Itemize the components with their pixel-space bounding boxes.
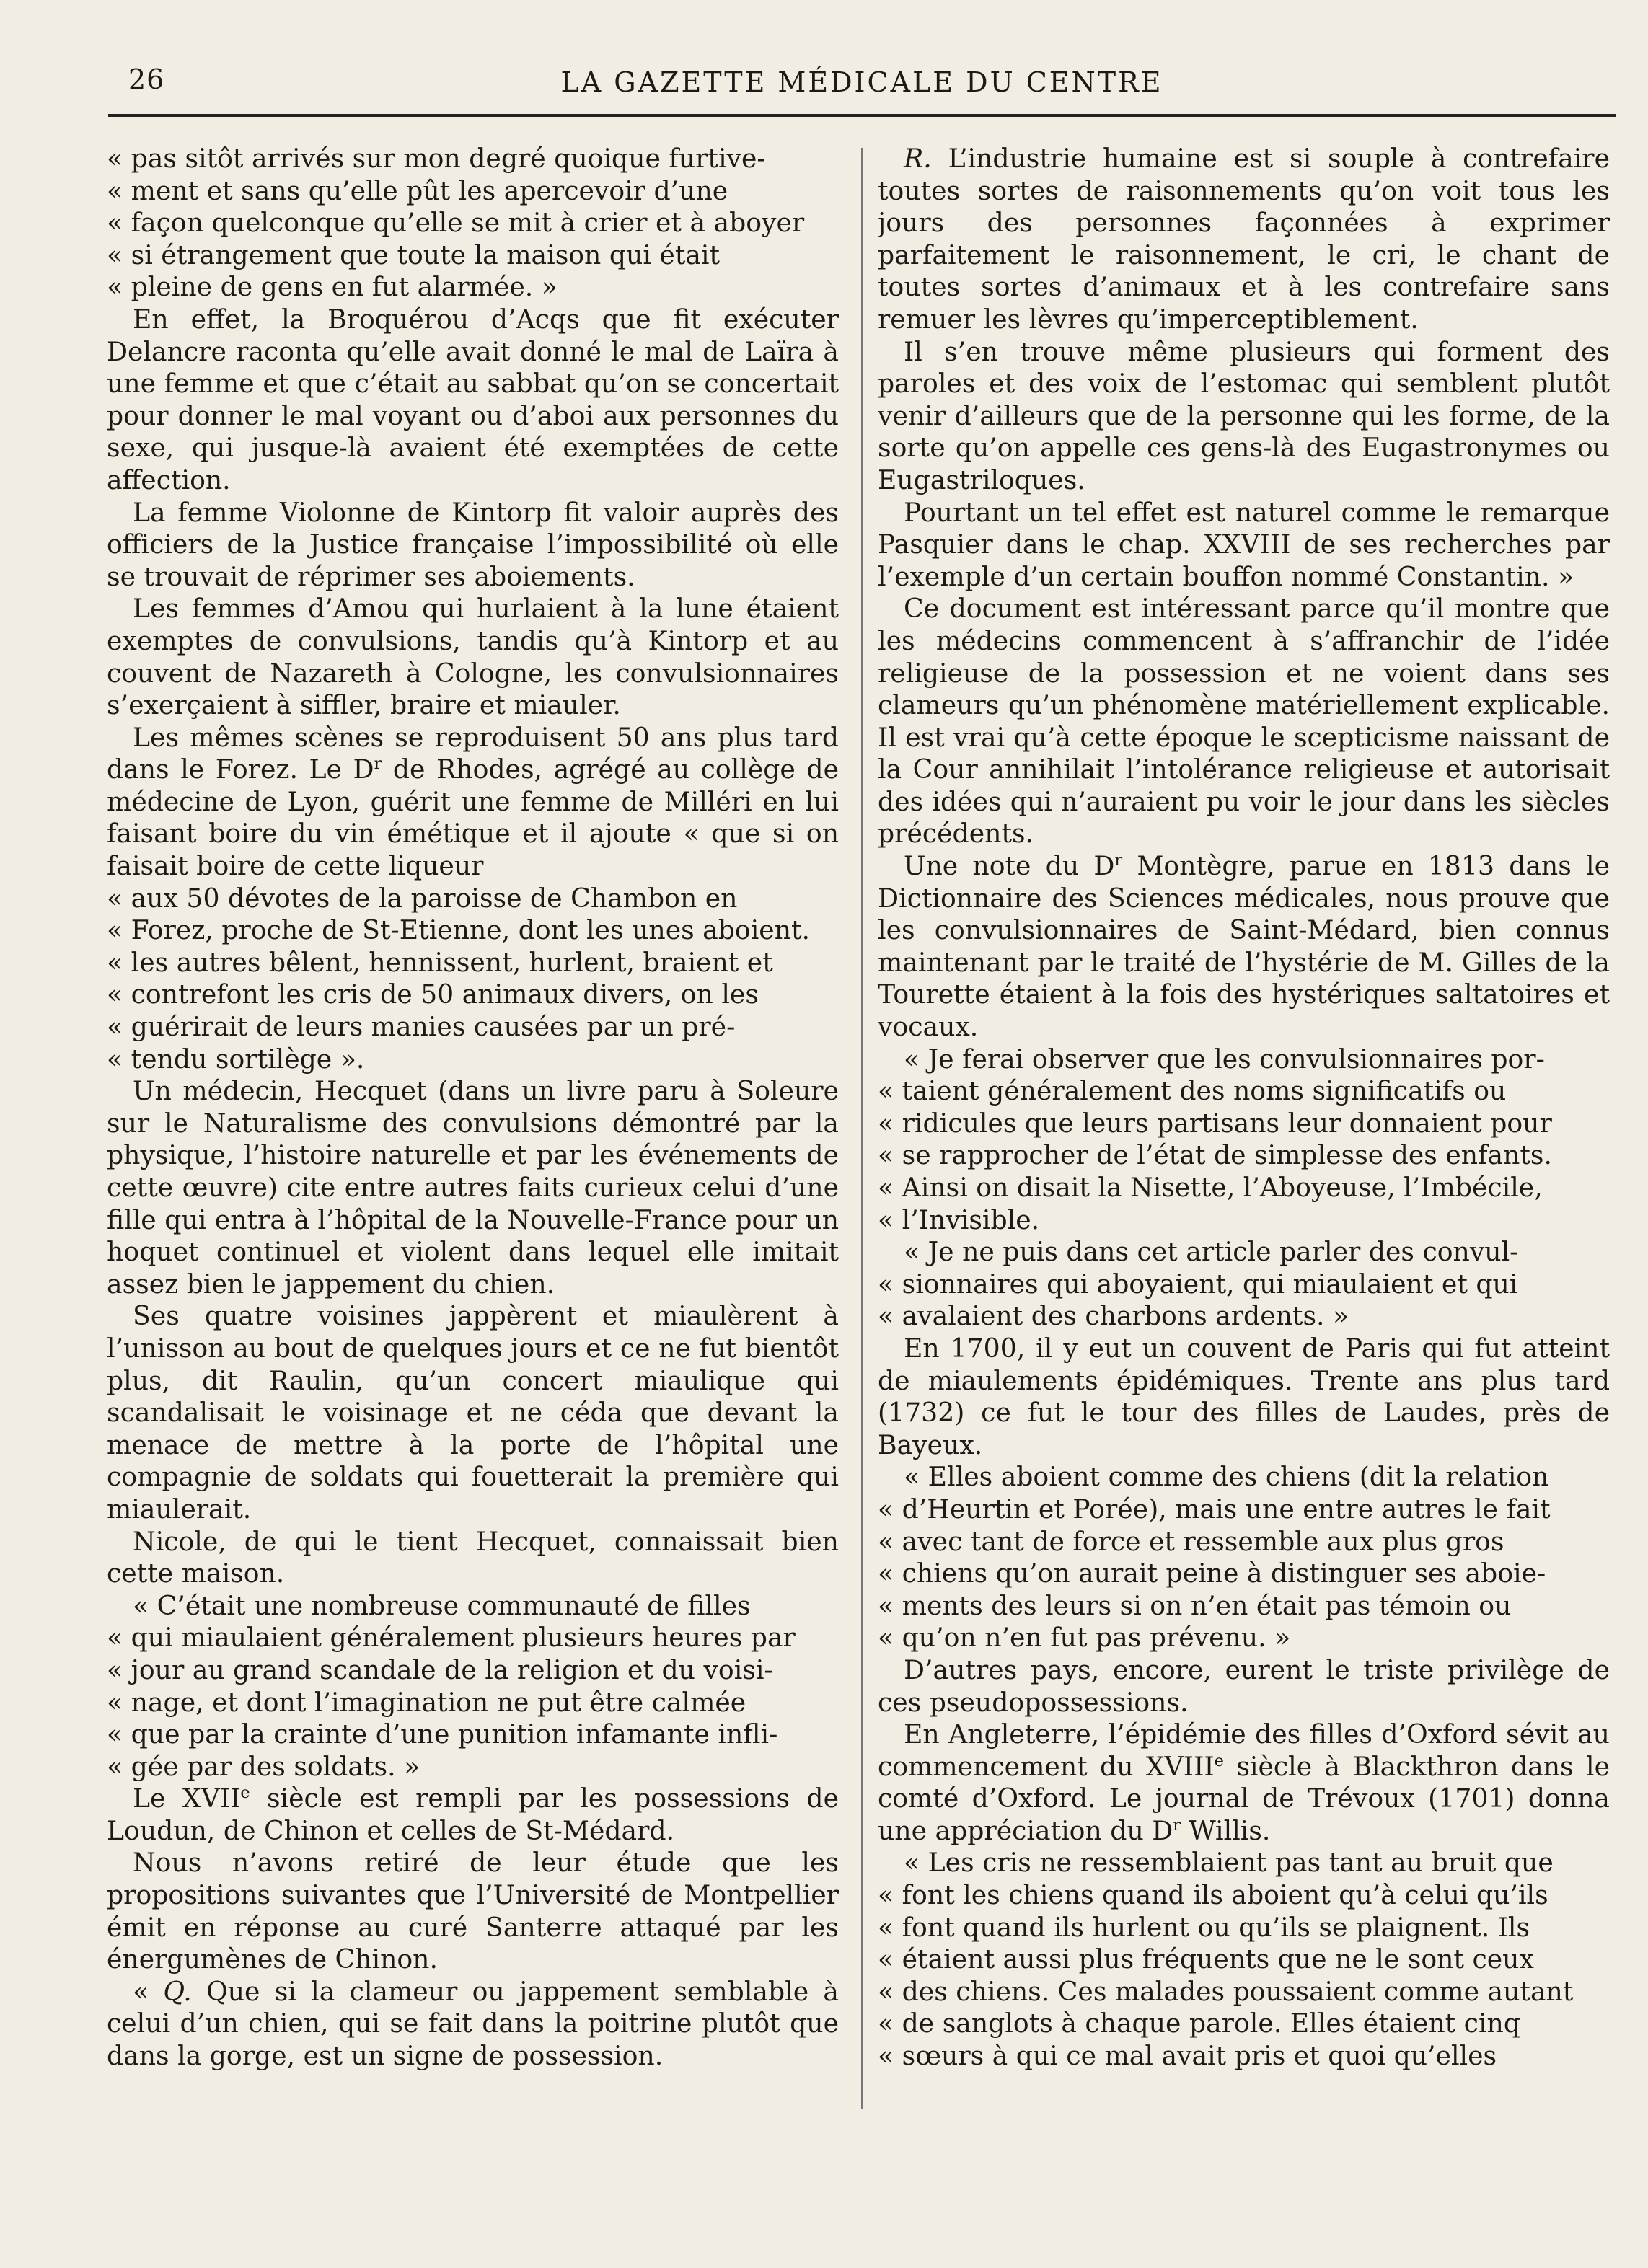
paragraph: Le XVIIe siècle est rempli par les possessions de Loudun, de Chinon et celles de St-Médard. [107,1783,839,1846]
paragraph: R. L’industrie humaine est si souple à contrefaire toutes sortes de raisonnements qu’on voit tous les jours des personnes façonnées à exprimer parfaitement le raisonnement, le cri, le chant de toutes sortes d’animaux et à les contrefaire sans remuer les lèvres qu’imperceptiblement. [878,143,1610,335]
journal-title: LA GAZETTE MÉDICALE DU CENTRE [560,66,1163,98]
right-column [878,143,1610,2234]
paragraph: « pas sitôt arrivés sur mon degré quoique furtive- « ment et sans qu’elle pût les apercevoir d’une « façon quelconque qu’elle se mit à crier et à aboyer « si étrangement que toute la maison qui était « pleine de gens en fut alarmée. » [107,143,805,303]
paragraph: Les femmes d’Amou qui hurlaient à la lune étaient exemptes de convulsions, tandis qu’à Kintorp et au couvent de Nazareth à Cologne, les convulsionnaires s’exerçaient à siffler, braire et miauler. [107,593,839,721]
paragraph: « Q. Que si la clameur ou jappement semblable à celui d’un chien, qui se fait dans la poitrine plutôt que dans la gorge, est un signe de possession. [107,1975,839,2072]
page-number: 26 [128,63,165,95]
paragraph: En effet, la Broquérou d’Acqs que fit exécuter Delancre raconta qu’elle avait donné le mal de Laïra à une femme et que c’était au sabbat qu’on se concertait pour donner le mal voyant ou d’aboi aux personnes du sexe, qui jusque-là avaient été exemptées de cette affection. [107,303,839,495]
paragraph: Une note du $D^r$ Montègre, parue en 1813 dans le Dictionnaire des Sciences médicales, nous prouve que les convulsionnaires de Saint-Médard, bien connus maintenant par le traité de l’hystérie de M. Gilles de la Tourette étaient à la fois des hystériques saltatoires et vocaux. [878,850,1610,1043]
paragraph: « Je ferai observer que les convulsionnaires por- « taient généralement des noms significatifs ou « ridicules que leurs partisans leur donnaient pour « se rapprocher de l’état de simplesse des enfants. « Ainsi on disait la Nisette, l’Aboyeuse, l’Imbécile, « l’Invisible. [878,1043,1552,1235]
paragraph: Un médecin, Hecquet (dans un livre paru à Soleure sur le Naturalisme des convulsions démontré par la physique, l’histoire naturelle et par les événements de cette œuvre) cite entre autres faits curieux celui d’une fille qui entra à l’hôpital de la Nouvelle-France pour un hoquet continuel et violent dans lequel elle imitait assez bien le jappement du chien. [107,1075,839,1300]
column-divider [861,148,863,2109]
paragraph: Ses quatre voisines jappèrent et miaulèrent à l’unisson au bout de quelques jours et ce ne fut bientôt plus, dit Raulin, qu’un concert miaulique qui scandalisait le voisinage et ne céda que devant la menace de mettre à la porte de l’hôpital une compagnie de soldats qui fouetterait la première qui miaulerait. [107,1300,839,1524]
paragraph: En 1700, il y eut un couvent de Paris qui fut atteint de miaulements épidémiques. Trente ans plus tard (1732) ce fut le tour des filles de Laudes, près de Bayeux. [878,1332,1610,1460]
paragraph: « C’était une nombreuse communauté de filles « qui miaulaient généralement plusieurs heures par « jour au grand scandale de la religion et du voisi- « nage, et dont l’imagination ne put être calmée « que par la crainte d’une punition infamante infli- « gée par des soldats. » [107,1589,796,1782]
paragraph: Il s’en trouve même plusieurs qui forment des paroles et des voix de l’estomac qui semblent plutôt venir d’ailleurs que de la personne qui les forme, de la sorte qu’on appelle ces gens-là des Eugastronymes ou Eugastriloques. [878,335,1610,495]
paragraph: D’autres pays, encore, eurent le triste privilège de ces pseudopossessions. [878,1654,1610,1718]
left-column [107,143,839,2234]
paragraph: « Je ne puis dans cet article parler des convul- « sionnaires qui aboyaient, qui miaulaient et qui « avalaient des charbons ardents. » [878,1236,1519,1332]
paragraph: En Angleterre, l’épidémie des filles d’Oxford sévit au commencement du XVIIIe siècle à Blackthron dans le comté d’Oxford. Le journal de Trévoux (1701) donna une appréciation du $D^r$ Willis. [878,1718,1610,1846]
paragraph: Les mêmes scènes se reproduisent 50 ans plus tard dans le Forez. Le $D^r$ de Rhodes, agrégé au collège de médecine de Lyon, guérit une femme de Milléri en lui faisant boire du vin émétique et il ajoute « que si on faisait boire de cette liqueur « aux 50 dévotes de la paroisse de Chambon en « Forez, proche de St-Etienne, dont les unes aboient. « les autres bêlent, hennissent, hurlent, braient et « contrefont les cris de 50 animaux divers, on les « guérirait de leurs manies causées par un pré- « tendu sortilège ». [107,721,839,1075]
page-header [108,63,1616,107]
paragraph: Pourtant un tel effet est naturel comme le remarque Pasquier dans le chap. XXVIII de ses recherches par l’exemple d’un certain bouffon nommé Constantin. » [878,496,1610,592]
paragraph: « Les cris ne ressemblaient pas tant au bruit que « font les chiens quand ils aboient qu’à celui qu’ils « font quand ils hurlent ou qu’ils se plaignent. Ils « étaient aussi plus fréquents que ne le sont ceux « des chiens. Ces malades poussaient comme autant « de sanglots à chaque parole. Elles étaient cinq « sœurs à qui ce mal avait pris et quoi qu’elles [878,1847,1574,2072]
paragraph: Ce document est intéressant parce qu’il montre que les médecins commencent à s’affranchir de l’idée religieuse de la possession et ne voient dans ses clameurs qu’un phénomène matériellement explicable. Il est vrai qu’à cette époque le scepticisme naissant de la Cour annihilait l’intolérance religieuse et autorisait des idées qui n’auraient pu voir le jour dans les siècles précédents. [878,593,1610,850]
paragraph: Nicole, de qui le tient Hecquet, connaissait bien cette maison. [107,1525,839,1589]
paragraph: Nous n’avons retiré de leur étude que les propositions suivantes que l’Université de Montpellier émit en réponse au curé Santerre attaqué par les énergumènes de Chinon. [107,1847,839,1975]
paragraph: La femme Violonne de Kintorp fit valoir auprès des officiers de la Justice française l’impossibilité où elle se trouvait de réprimer ses aboiements. [107,496,839,592]
header-rule [108,114,1616,117]
paragraph: « Elles aboient comme des chiens (dit la relation « d’Heurtin et Porée), mais une entre autres le fait « avec tant de force et ressemble aux plus gros « chiens qu’on aurait peine à distinguer ses aboie- « ments des leurs si on n’en était pas témoin ou « qu’on n’en fut pas prévenu. » [878,1461,1551,1654]
